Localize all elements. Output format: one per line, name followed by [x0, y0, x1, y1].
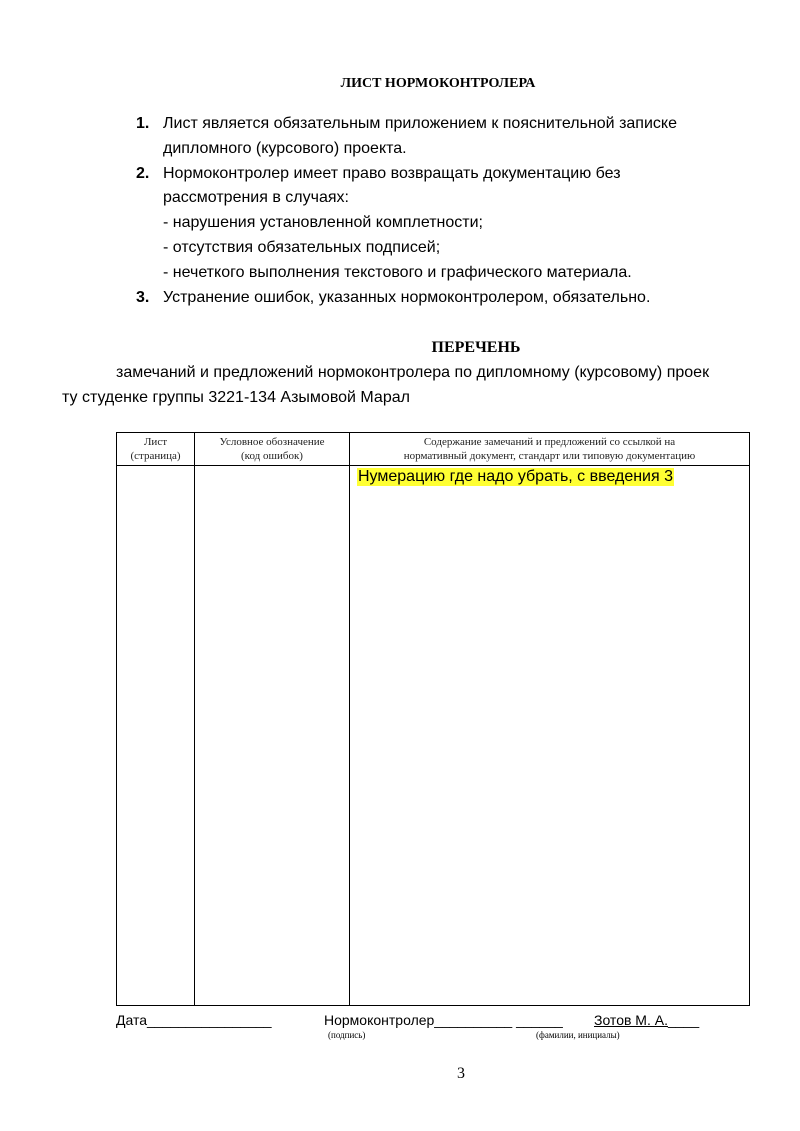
controller-name-tail: ____: [667, 1012, 700, 1028]
rule-2-line-2: рассмотрения в случаях:: [163, 189, 349, 206]
header-content-line-1: Содержание замечаний и предложений со ссылкой на: [423, 436, 676, 448]
rule-1-line-1: Лист является обязательным приложением к пояснительной записке: [163, 115, 677, 132]
header-content-line-2: нормативный документ, стандарт или типовую документацию: [403, 450, 696, 462]
header-code-line-1: Условное обозначение: [219, 436, 325, 448]
list-heading: ПЕРЕЧЕНЬ: [431, 339, 521, 356]
header-sheet-line-2: (страница): [130, 450, 181, 462]
column-divider-1: [194, 433, 195, 1005]
date-field: Дата________________: [116, 1012, 272, 1028]
rule-1-line-2: дипломного (курсового) проекта.: [163, 140, 407, 157]
controller-signature-field: Нормоконтролер__________ ______: [324, 1012, 563, 1028]
name-caption: (фамилии, инициалы): [536, 1030, 620, 1040]
header-code: [195, 435, 349, 463]
rule-3-number: 3.: [136, 289, 150, 306]
rule-2-line-4: - отсутствия обязательных подписей;: [163, 239, 441, 256]
remarks-table: [116, 432, 750, 1006]
rule-3-line-1: Устранение ошибок, указанных нормоконтролером, обязательно.: [163, 289, 651, 306]
document-title: ЛИСТ НОРМОКОНТРОЛЕРА: [340, 76, 536, 91]
column-divider-2: [349, 433, 350, 1005]
rule-1-number: 1.: [136, 115, 150, 132]
rule-2-line-1: Нормоконтролер имеет право возвращать документацию без: [163, 165, 621, 182]
controller-name-text: Зотов М. А.: [594, 1012, 668, 1028]
controller-name: [594, 1012, 699, 1028]
header-code-line-2: (код ошибок): [241, 450, 303, 462]
header-sheet-line-1: Лист: [143, 436, 168, 448]
rule-2-line-5: - нечеткого выполнения текстового и графического материала.: [163, 264, 632, 281]
intro-line-1: замечаний и предложений нормоконтролера по дипломному (курсовому) проек: [116, 364, 710, 381]
header-divider: [117, 465, 749, 466]
header-sheet: [117, 435, 194, 463]
page-number: 3: [457, 1065, 465, 1082]
remark-highlighted-text: Нумерацию где надо убрать, с введения 3: [358, 468, 673, 485]
rule-2-number: 2.: [136, 165, 150, 182]
intro-line-2: ту студенке группы 3221-134 Азымовой Марал: [62, 389, 410, 406]
signature-caption: (подпись): [328, 1030, 366, 1040]
rule-2-line-3: - нарушения установленной комплетности;: [163, 214, 483, 231]
header-content: [350, 435, 749, 463]
